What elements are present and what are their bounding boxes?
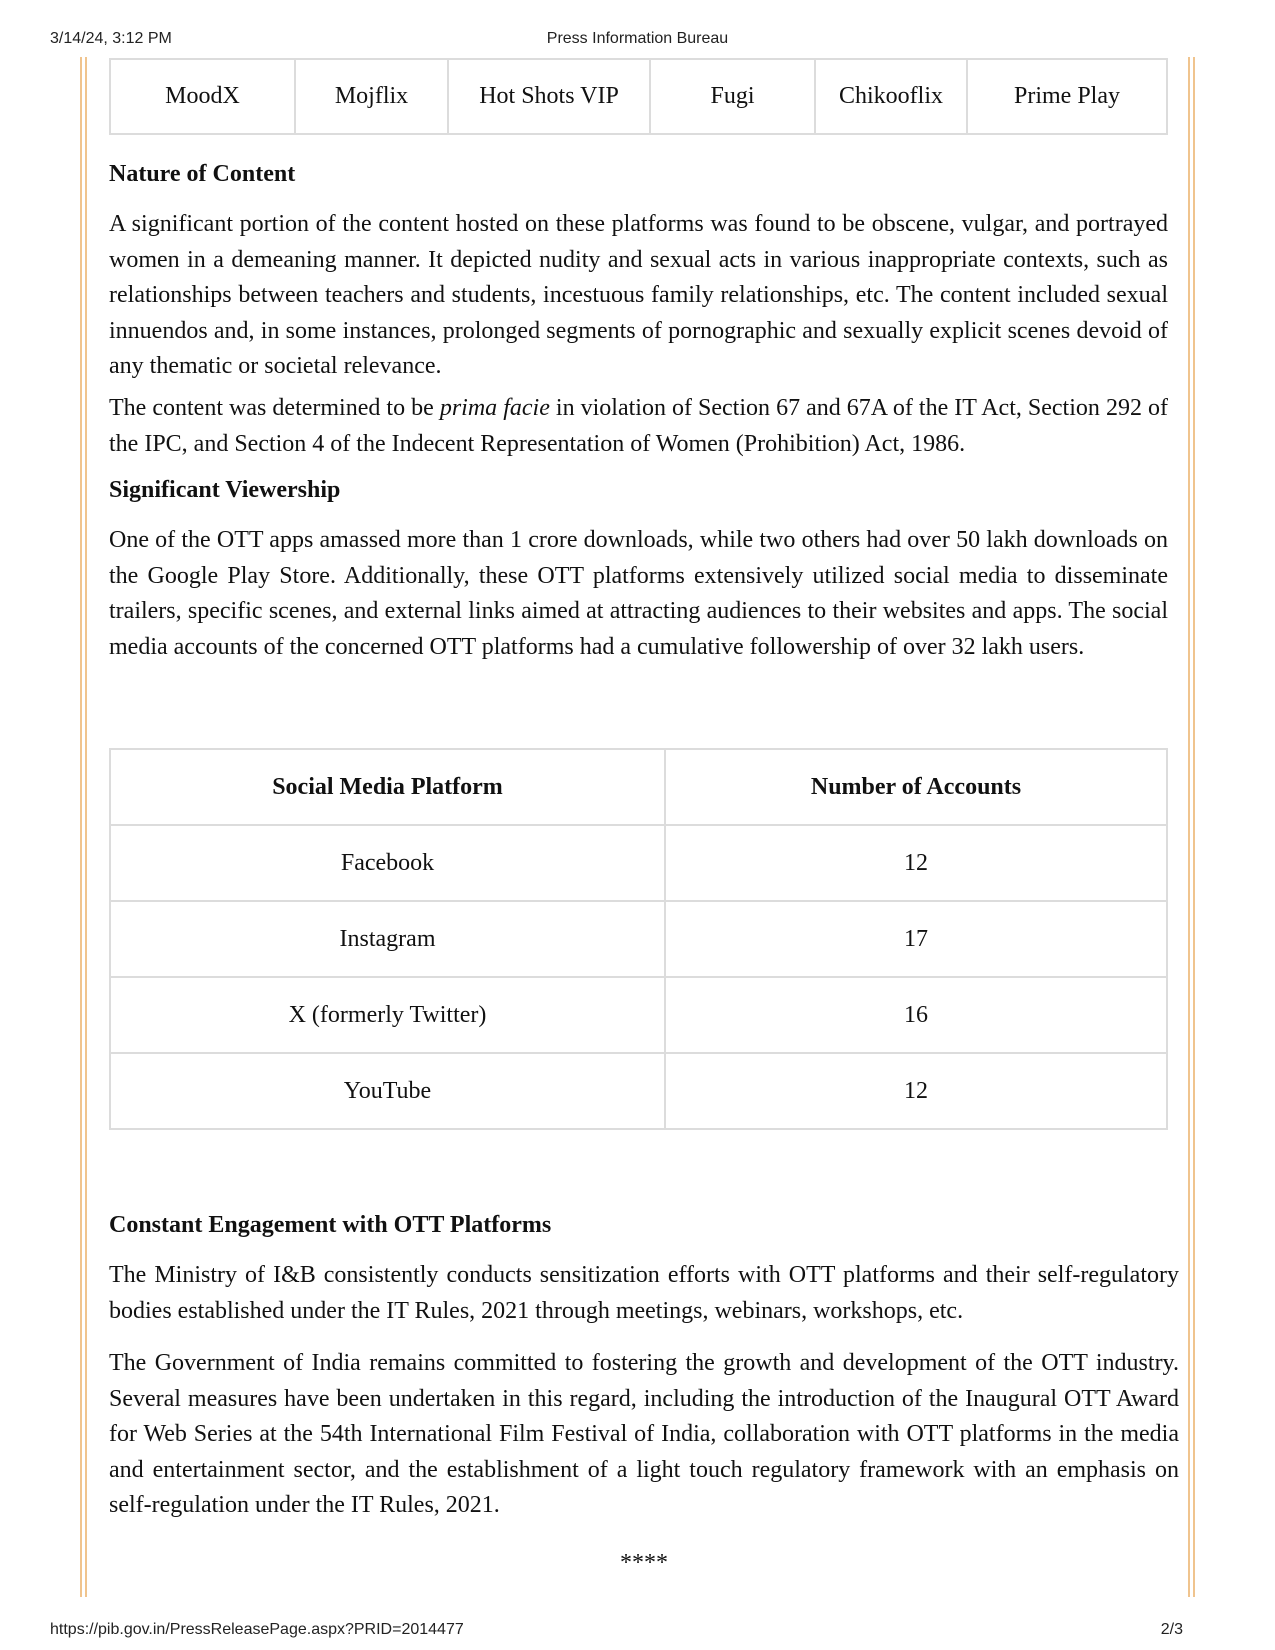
text: The content was determined to be <box>109 395 440 421</box>
count-cell: 12 <box>665 1053 1167 1129</box>
page-number: 2/3 <box>1160 1621 1183 1638</box>
table-header-row <box>110 749 1167 825</box>
app-cell: Prime Play <box>967 59 1167 134</box>
column-header: Number of Accounts <box>665 749 1167 825</box>
app-cell: MoodX <box>110 59 295 134</box>
end-mark: **** <box>620 1550 668 1576</box>
table-row <box>110 901 1167 977</box>
platform-cell: YouTube <box>110 1053 665 1129</box>
apps-table <box>109 58 1168 135</box>
social-media-table <box>109 748 1168 1130</box>
table-row <box>110 1053 1167 1129</box>
app-cell: Hot Shots VIP <box>448 59 650 134</box>
table-row <box>110 825 1167 901</box>
count-cell: 16 <box>665 977 1167 1053</box>
section-heading: Nature of Content <box>109 161 296 187</box>
text: in violation of Section 67 and 67A of the IT Act, Section 292 of the IPC, and Section 4 of the Indecent Representation of Women (Prohibition) Act, 1986. <box>109 395 1168 457</box>
paragraph: One of the OTT apps amassed more than 1 crore downloads, while two others had over 50 lakh downloads on the Google Play Store. Additionally, these OTT platforms extensively utilized social media to disseminate trailers, specific scenes, and external links aimed at attracting audiences to their websites and apps. The social media accounts of the concerned OTT platforms had a cumulative followership of over 32 lakh users. <box>109 527 1168 660</box>
table-row <box>110 977 1167 1053</box>
section-heading: Significant Viewership <box>109 477 341 503</box>
page-site-title: Press Information Bureau <box>546 30 729 47</box>
left-border-inner <box>85 57 87 1597</box>
section-heading: Constant Engagement with OTT Platforms <box>109 1212 552 1238</box>
count-cell: 12 <box>665 825 1167 901</box>
platform-cell: X (formerly Twitter) <box>110 977 665 1053</box>
column-header: Social Media Platform <box>110 749 665 825</box>
footer-url: https://pib.gov.in/PressReleasePage.aspx?PRID=2014477 <box>50 1621 464 1638</box>
app-cell: Mojflix <box>295 59 448 134</box>
app-cell: Fugi <box>650 59 815 134</box>
paragraph: The Government of India remains committed to fostering the growth and development of the OTT industry. Several measures have been undertaken in this regard, including the introduction of the Inaugural OTT Award for Web Series at the 54th International Film Festival of India, collaboration with OTT platforms in the media and entertainment sector, and the establishment of a light touch regulatory framework with an emphasis on self-regulation under the IT Rules, 2021. <box>109 1350 1179 1518</box>
platform-cell: Instagram <box>110 901 665 977</box>
right-border-inner <box>1188 57 1190 1597</box>
paragraph: The Ministry of I&B consistently conducts sensitization efforts with OTT platforms and their self-regulatory bodies established under the IT Rules, 2021 through meetings, webinars, workshops, etc. <box>109 1262 1179 1324</box>
platform-cell: Facebook <box>110 825 665 901</box>
right-border <box>1193 57 1195 1597</box>
app-cell: Chikooflix <box>815 59 967 134</box>
italic-text: prima facie <box>439 395 550 421</box>
table-row <box>110 59 1167 134</box>
left-border <box>80 57 82 1597</box>
paragraph <box>109 391 1168 462</box>
print-datetime: 3/14/24, 3:12 PM <box>50 30 172 47</box>
count-cell: 17 <box>665 901 1167 977</box>
paragraph: A significant portion of the content hosted on these platforms was found to be obscene, vulgar, and portrayed women in a demeaning manner. It depicted nudity and sexual acts in various inappropriate contexts, such as relationships between teachers and students, incestuous family relationships, etc. The content included sexual innuendos and, in some instances, prolonged segments of pornographic and sexually explicit scenes devoid of any thematic or societal relevance. <box>109 211 1168 379</box>
